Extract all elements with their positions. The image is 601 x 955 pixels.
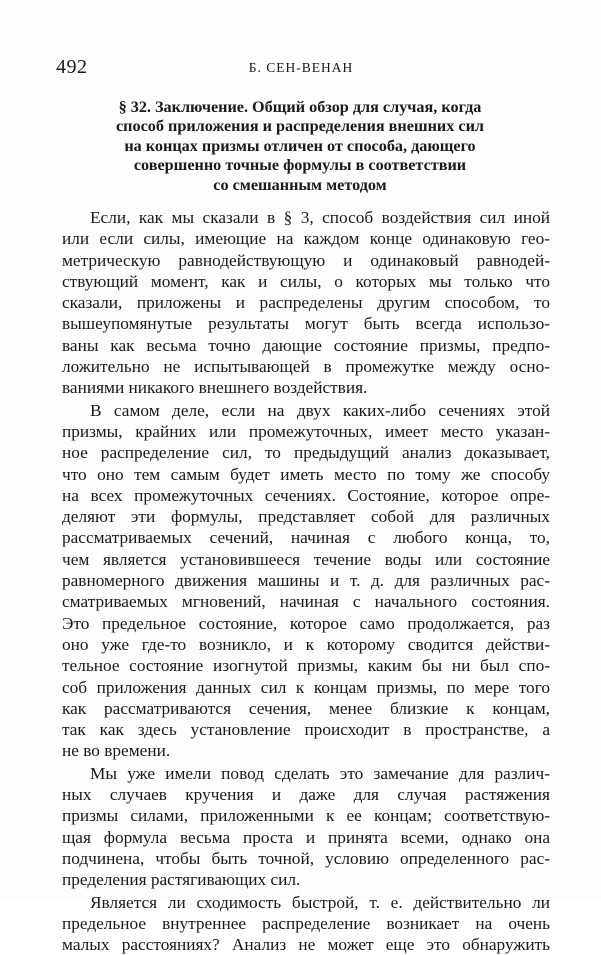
text-line: пределения растягивающих сил.: [62, 869, 550, 890]
heading-line: на концах призмы отличен от способа, дающего: [70, 137, 530, 156]
text-line: как рассматриваются сечения, менее близкие к концам,: [62, 698, 550, 719]
text-line: предельное внутреннее распределение возникает на очень: [62, 913, 550, 934]
text-line: Мы уже имели повод сделать это замечание для различ-: [62, 763, 550, 784]
running-head: [56, 56, 546, 82]
text-line: малых расстояниях? Анализ не может еще это обнаружить: [62, 934, 550, 955]
heading-line: § 32. Заключение. Общий обзор для случая, когда: [70, 98, 530, 117]
text-line: ствующий момент, как и силы, о которых мы только что: [62, 271, 550, 292]
text-line: деляют эти формулы, представляет собой для различных: [62, 506, 550, 527]
text-line: ное распределение сил, то предыдущий анализ доказывает,: [62, 442, 550, 463]
paragraph: [62, 892, 550, 955]
text-line: или если силы, имеющие на каждом конце одинаковую гео-: [62, 228, 550, 249]
text-line: сказали, приложены и распределены другим способом, то: [62, 292, 550, 313]
text-line: чем является установившееся течение воды или состояние: [62, 549, 550, 570]
page-number: 492: [56, 56, 88, 79]
text-line: так как здесь установление происходит в пространстве, а: [62, 719, 550, 740]
paragraph: [62, 207, 550, 399]
text-line: что оно тем самым будет иметь место по тому же способу: [62, 464, 550, 485]
text-line: рассматриваемых сечений, начиная с любого конца, то,: [62, 527, 550, 548]
text-line: сматриваемых мгновений, начиная с начального состояния.: [62, 591, 550, 612]
text-line: Является ли сходимость быстрой, т. е. действительно ли: [62, 892, 550, 913]
paragraph: [62, 400, 550, 762]
text-line: Если, как мы сказали в § 3, способ воздействия сил иной: [62, 207, 550, 228]
text-line: ваны как весьма точно дающие состояние призмы, предпо-: [62, 335, 550, 356]
paragraph: [62, 763, 550, 891]
text-line: ных случаев кручения и даже для случая растяжения: [62, 784, 550, 805]
text-line: тельное состояние изогнутой призмы, каким бы ни был спо-: [62, 655, 550, 676]
text-line: В самом деле, если на двух каких-либо сечениях этой: [62, 400, 550, 421]
text-line: соб приложения данных сил к концам призмы, по мере того: [62, 677, 550, 698]
body-text: [62, 207, 550, 955]
heading-line: со смешанным методом: [70, 176, 530, 195]
section-heading: [70, 98, 530, 195]
text-line: оно уже где-то возникло, и к которому сводится действи-: [62, 634, 550, 655]
text-line: подчинена, чтобы быть точной, условию определенного рас-: [62, 848, 550, 869]
heading-line: совершенно точные формулы в соответствии: [70, 156, 530, 175]
text-line: метрическую равнодействующую и одинаковый равнодей-: [62, 250, 550, 271]
text-line: щая формула весьма проста и принята всеми, однако она: [62, 827, 550, 848]
text-line: призмы, крайних или промежуточных, имеет место указан-: [62, 421, 550, 442]
text-line: на всех промежуточных сечениях. Состояние, которое опре-: [62, 485, 550, 506]
text-line: призмы силами, приложенными к ее концам; соответствую-: [62, 805, 550, 826]
text-line: не во времени.: [62, 740, 550, 761]
text-line: ваниями никакого внешнего воздействия.: [62, 377, 550, 398]
text-line: ложительно не испытывающей в промежутке между осно-: [62, 356, 550, 377]
text-line: вышеупомянутые результаты могут быть всегда использо-: [62, 313, 550, 334]
text-line: равномерного движения машины и т. д. для различных рас-: [62, 570, 550, 591]
heading-line: способ приложения и распределения внешних сил: [70, 117, 530, 136]
text-line: Это предельное состояние, которое само продолжается, раз: [62, 613, 550, 634]
running-title: Б. СЕН-ВЕНАН: [56, 60, 546, 76]
